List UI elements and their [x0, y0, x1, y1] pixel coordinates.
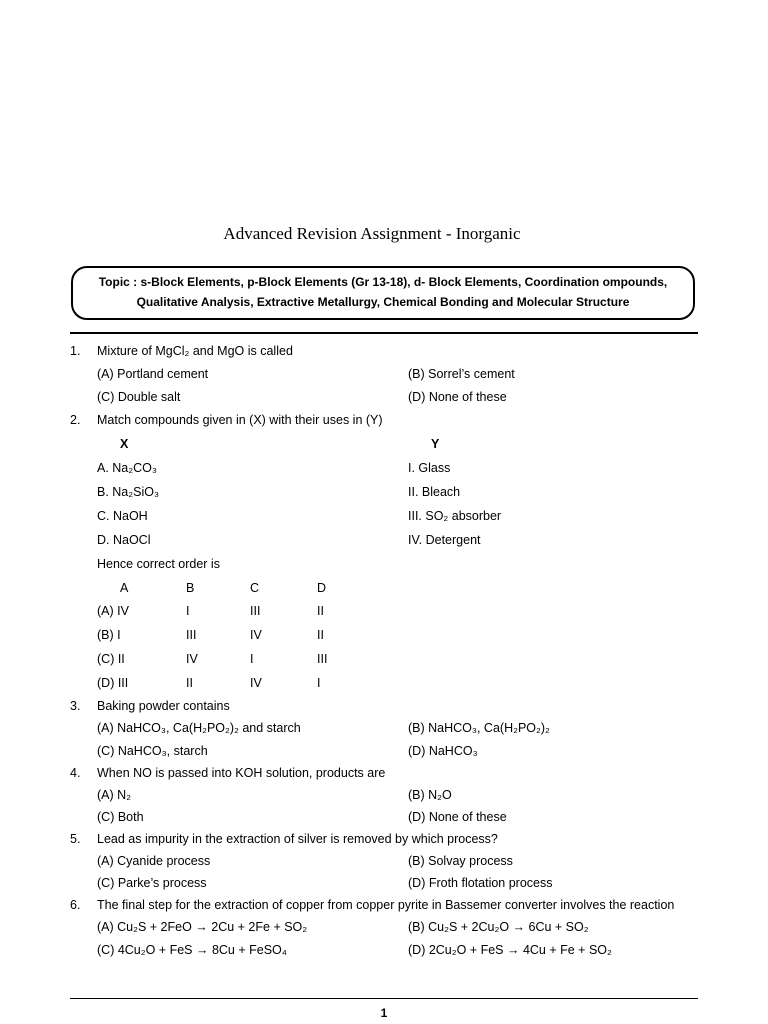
order-cell: IV: [250, 676, 262, 690]
hence-text: Hence correct order is: [97, 557, 220, 571]
order-cell: III: [186, 628, 197, 642]
column-x-header: X: [120, 437, 129, 451]
option-d: (D) 2Cu₂O + FeS → 4Cu + Fe + SO₂: [408, 943, 612, 957]
question-number: 2.: [70, 413, 81, 427]
order-cell: III: [250, 604, 261, 618]
topic-box: [71, 266, 695, 320]
option-c: (C) Parke’s process: [97, 876, 207, 890]
option-d: (D) NaHCO₃: [408, 744, 478, 758]
question-text: Match compounds given in (X) with their uses in (Y): [97, 413, 383, 427]
option-c: (C) Double salt: [97, 390, 181, 404]
topic-line-2: Qualitative Analysis, Extractive Metallurgy, Chemical Bonding and Molecular Structure: [136, 295, 630, 309]
order-header-d: D: [317, 581, 327, 595]
column-x-item: A. Na₂CO₃: [97, 461, 157, 475]
option-b: (B) NaHCO₃, Ca(H₂PO₂)₂: [408, 721, 550, 735]
order-option: (D) III: [97, 676, 129, 690]
question-text: Mixture of MgCl₂ and MgO is called: [97, 344, 293, 358]
column-y-header: Y: [431, 437, 440, 451]
order-option: (C) II: [97, 652, 125, 666]
top-divider: [70, 332, 698, 334]
option-d: (D) Froth flotation process: [408, 876, 553, 890]
question-number: 1.: [70, 344, 81, 358]
order-option: (B) I: [97, 628, 121, 642]
option-b: (B) Sorrel’s cement: [408, 367, 515, 381]
page-number: 1: [380, 1006, 388, 1020]
option-c: (C) NaHCO₃, starch: [97, 744, 208, 758]
option-b: (B) Cu₂S + 2Cu₂O → 6Cu + SO₂: [408, 920, 589, 934]
order-cell: IV: [186, 652, 198, 666]
option-c: (C) Both: [97, 810, 144, 824]
option-d: (D) None of these: [408, 390, 507, 404]
option-c: (C) 4Cu₂O + FeS → 8Cu + FeSO₄: [97, 943, 287, 957]
bottom-divider: [70, 998, 698, 999]
option-b: (B) N₂O: [408, 788, 452, 802]
topic-line-1: Topic : s-Block Elements, p-Block Elements (Gr 13-18), d- Block Elements, Coordination ompounds,: [98, 275, 668, 289]
option-a: (A) Portland cement: [97, 367, 209, 381]
order-cell: II: [186, 676, 193, 690]
option-b: (B) Solvay process: [408, 854, 513, 868]
order-header-b: B: [186, 581, 195, 595]
order-cell: II: [317, 628, 324, 642]
order-cell: I: [186, 604, 190, 618]
option-a: (A) Cyanide process: [97, 854, 211, 868]
order-cell: I: [250, 652, 254, 666]
order-header-a: A: [120, 581, 129, 595]
option-a: (A) NaHCO₃, Ca(H₂PO₂)₂ and starch: [97, 721, 301, 735]
question-number: 5.: [70, 832, 81, 846]
order-cell: IV: [250, 628, 262, 642]
column-x-item: B. Na₂SiO₃: [97, 485, 160, 499]
option-d: (D) None of these: [408, 810, 507, 824]
order-cell: II: [317, 604, 324, 618]
order-option: (A) IV: [97, 604, 129, 618]
question-text: Lead as impurity in the extraction of silver is removed by which process?: [97, 832, 498, 846]
question-number: 3.: [70, 699, 81, 713]
question-text: The final step for the extraction of copper from copper pyrite in Bassemer converter involves the reaction: [97, 898, 675, 912]
option-a: (A) N₂: [97, 788, 132, 802]
question-number: 4.: [70, 766, 81, 780]
order-cell: I: [317, 676, 321, 690]
column-x-item: D. NaOCl: [97, 533, 151, 547]
column-y-item: I. Glass: [408, 461, 451, 475]
question-number: 6.: [70, 898, 81, 912]
question-text: When NO is passed into KOH solution, products are: [97, 766, 386, 780]
option-a: (A) Cu₂S + 2FeO → 2Cu + 2Fe + SO₂: [97, 920, 308, 934]
column-y-item: IV. Detergent: [408, 533, 481, 547]
page-title: Advanced Revision Assignment - Inorganic: [223, 224, 521, 243]
order-header-c: C: [250, 581, 260, 595]
column-x-item: C. NaOH: [97, 509, 148, 523]
column-y-item: III. SO₂ absorber: [408, 509, 502, 523]
column-y-item: II. Bleach: [408, 485, 461, 499]
order-cell: III: [317, 652, 328, 666]
question-text: Baking powder contains: [97, 699, 230, 713]
